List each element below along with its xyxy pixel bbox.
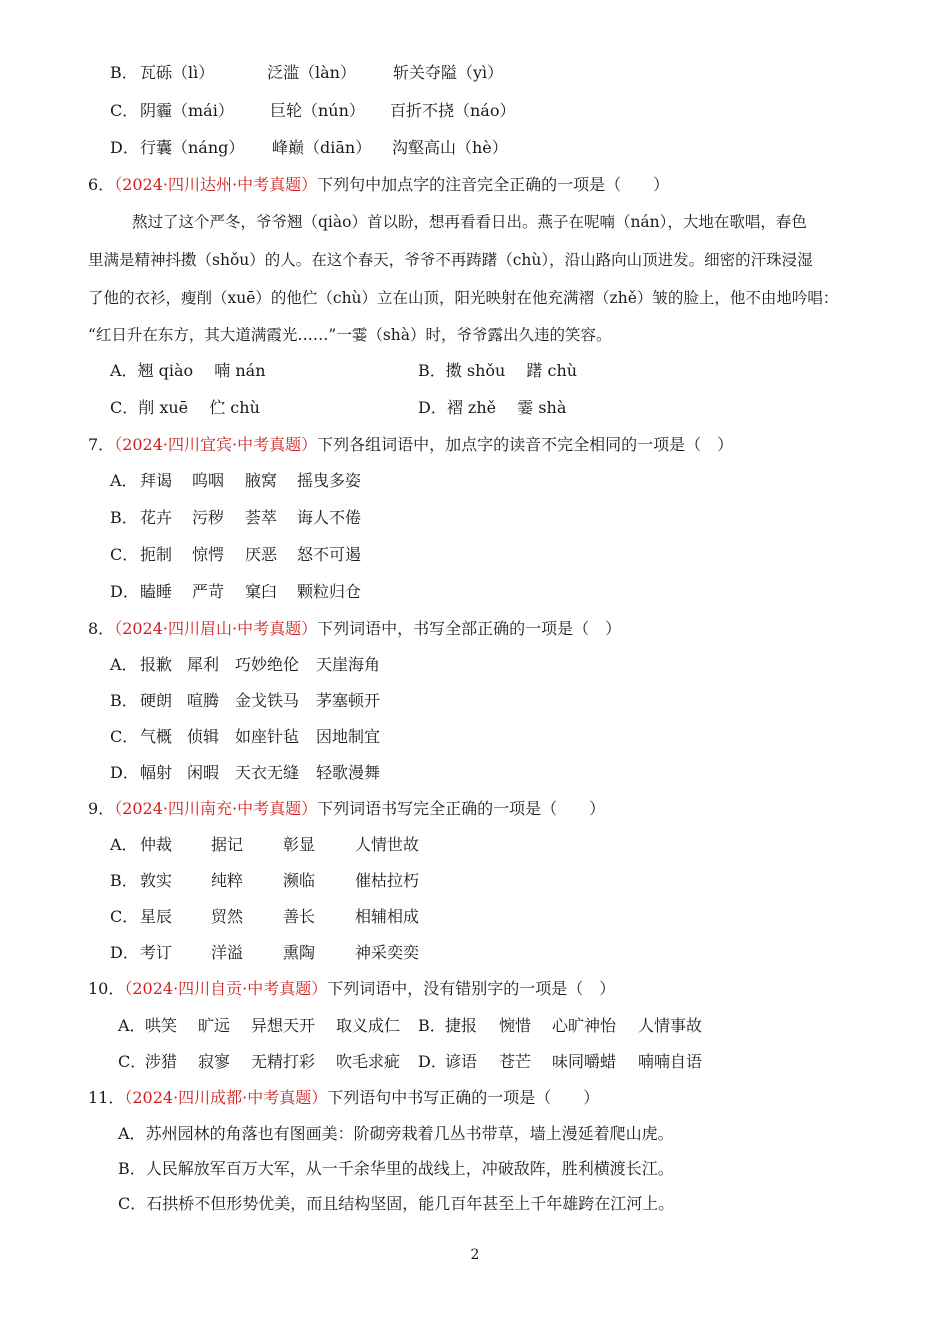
text-segment: 6． — [88, 175, 115, 194]
q10-stem — [88, 979, 615, 999]
text-segment: 削 xuē 伫 chù — [138, 398, 260, 417]
text-segment: 取义成仁 — [336, 1016, 401, 1035]
text-segment: B． — [118, 1159, 146, 1178]
text-segment: 窠臼 — [245, 582, 278, 601]
text-segment: 巨轮（nún） — [270, 101, 365, 120]
text-segment: 7． — [88, 435, 115, 454]
q6-option-b — [418, 361, 577, 381]
text-segment: 喧腾 — [187, 691, 220, 710]
text-segment: 旷远 — [198, 1016, 231, 1035]
text-segment: A． — [110, 835, 138, 854]
text-segment: 如座针毡 — [235, 727, 300, 746]
text-segment: 仲裁 — [140, 835, 173, 854]
q8-source: （2024·四川眉山·中考真题） — [114, 619, 318, 638]
q9-source: （2024·四川南充·中考真题） — [114, 799, 318, 818]
text-segment: 扼制 — [140, 545, 173, 564]
text-segment: 吹毛求疵 — [336, 1052, 401, 1071]
text-segment: A． — [110, 471, 138, 490]
q6-stem — [88, 175, 669, 195]
q6-option-c — [110, 398, 260, 418]
text-segment: 花卉 — [140, 508, 173, 527]
text-segment: 寂寥 — [198, 1052, 231, 1071]
text-segment: C． — [110, 727, 139, 746]
text-segment: 严苛 — [192, 582, 225, 601]
text-segment: C． — [110, 398, 139, 417]
q7-option-a — [110, 471, 362, 491]
text-segment: 腋窝 — [245, 471, 278, 490]
text-segment: 擞 shǒu 躇 chù — [445, 361, 578, 380]
q6-source: （2024·四川达州·中考真题） — [114, 175, 318, 194]
text-segment: 厌恶 — [245, 545, 278, 564]
text-segment: A． — [118, 1124, 146, 1143]
text-segment: D． — [110, 763, 139, 782]
text-segment: 诲人不倦 — [297, 508, 362, 527]
text-segment: 阴霾（mái） — [140, 101, 234, 120]
text-segment: D． — [418, 1052, 447, 1071]
text-segment: 喃喃自语 — [638, 1052, 703, 1071]
q7-stem — [88, 435, 733, 455]
text-segment: B． — [418, 361, 446, 380]
text-segment: 纯粹 — [211, 871, 244, 890]
q6-passage-line: 了他的衣衫，瘦削（xuē）的他伫（chù）立在山顶，阳光映射在他充满褶（zhě）皱的脸上，他不由地吟唱： — [88, 289, 839, 307]
text-segment: 无精打彩 — [251, 1052, 316, 1071]
text-segment: 下列各组词语中，加点字的读音不完全相同的一项是（ ） — [317, 435, 734, 454]
text-segment: 苍芒 — [499, 1052, 532, 1071]
text-segment: 星辰 — [140, 907, 173, 926]
q11-option-a — [118, 1124, 674, 1144]
q9-option-b — [110, 871, 420, 891]
text-segment: C． — [110, 101, 139, 120]
text-segment: 敦实 — [140, 871, 173, 890]
text-segment: 斩关夺隘（yì） — [393, 63, 504, 82]
text-segment: D． — [110, 943, 139, 962]
text-segment: 茅塞顿开 — [316, 691, 381, 710]
text-segment: 捷报 — [445, 1016, 478, 1035]
q9-option-c — [110, 907, 420, 927]
text-segment: 幅射 — [140, 763, 173, 782]
text-segment: 10． — [88, 979, 125, 998]
text-segment: 石拱桥不但形势优美，而且结构坚固，能几百年甚至上千年雄跨在江河上。 — [146, 1194, 675, 1213]
q11-source: （2024·四川成都·中考真题） — [124, 1088, 328, 1107]
text-segment: 心旷神怡 — [552, 1016, 617, 1035]
text-segment: D． — [418, 398, 447, 417]
text-segment: 人民解放军百万大军，从一千余华里的战线上，冲破敌阵，胜利横渡长江。 — [145, 1159, 674, 1178]
text-segment: D． — [110, 138, 139, 157]
page-number: 2 — [470, 1247, 480, 1263]
text-segment: 褶 zhě 霎 shà — [446, 398, 567, 417]
text-segment: 侦辑 — [187, 727, 220, 746]
q9-option-d — [110, 943, 420, 963]
text-segment: 味同嚼蜡 — [552, 1052, 617, 1071]
text-segment: 神采奕奕 — [355, 943, 420, 962]
q8-option-a — [110, 655, 381, 675]
text-segment: 硬朗 — [140, 691, 173, 710]
text-segment: 11． — [88, 1088, 125, 1107]
text-segment: 翘 qiào 喃 nán — [137, 361, 266, 380]
text-segment: 百折不挠（náo） — [390, 101, 516, 120]
text-segment: 气概 — [140, 727, 173, 746]
text-segment: 天衣无缝 — [235, 763, 300, 782]
text-segment: C． — [110, 907, 139, 926]
text-segment: 因地制宜 — [316, 727, 381, 746]
text-segment: 据记 — [211, 835, 244, 854]
text-segment: 异想天开 — [251, 1016, 316, 1035]
text-segment: B． — [110, 63, 138, 82]
text-segment: 涉猎 — [145, 1052, 178, 1071]
text-segment: A． — [118, 1016, 146, 1035]
q6-passage-line: 里满是精神抖擞（shǒu）的人。在这个春天，爷爷不再踌躇（chù），沿山路向山顶进发。细密的汗珠浸湿 — [88, 251, 813, 269]
q10-option-a — [118, 1016, 401, 1036]
text-segment: 颗粒归仓 — [297, 582, 362, 601]
text-segment: 闲暇 — [187, 763, 220, 782]
text-segment: 怒不可遏 — [297, 545, 362, 564]
text-segment: 熏陶 — [283, 943, 316, 962]
text-segment: C． — [118, 1052, 147, 1071]
text-segment: 善长 — [283, 907, 316, 926]
text-segment: 贸然 — [211, 907, 244, 926]
text-segment: 污秽 — [192, 508, 225, 527]
q6-option-a — [110, 361, 266, 381]
q7-option-c — [110, 545, 362, 565]
text-segment: 轻歌漫舞 — [316, 763, 381, 782]
text-segment: 下列词语书写完全正确的一项是（ ） — [317, 799, 606, 818]
text-segment: 人情事故 — [638, 1016, 703, 1035]
text-segment: 催枯拉朽 — [355, 871, 420, 890]
text-segment: 泛滥（làn） — [267, 63, 356, 82]
text-segment: 彰显 — [283, 835, 316, 854]
q10-option-d — [418, 1052, 703, 1072]
text-segment: 下列语句中书写正确的一项是（ ） — [327, 1088, 600, 1107]
text-segment: 荟萃 — [245, 508, 278, 527]
text-segment: 天崖海角 — [316, 655, 381, 674]
text-segment: 相辅相成 — [355, 907, 420, 926]
q7-option-d — [110, 582, 362, 602]
text-segment: 摇曳多姿 — [297, 471, 362, 490]
q5-option-d — [110, 138, 508, 158]
text-segment: 8． — [88, 619, 115, 638]
text-segment: 濒临 — [283, 871, 316, 890]
text-segment: A． — [110, 655, 138, 674]
text-segment: 峰巅（diān） — [272, 138, 372, 157]
text-segment: 惋惜 — [499, 1016, 532, 1035]
q10-option-b — [418, 1016, 703, 1036]
text-segment: 下列句中加点字的注音完全正确的一项是（ ） — [317, 175, 670, 194]
text-segment: 瓦砾（lì） — [140, 63, 215, 82]
text-segment: 瞌睡 — [140, 582, 173, 601]
q11-stem — [88, 1088, 599, 1108]
q5-option-c — [110, 101, 516, 121]
q6-passage-line: “红日升在东方，其大道满霞光……”一霎（shà）时，爷爷露出久违的笑容。 — [88, 326, 612, 344]
text-segment: 呜咽 — [192, 471, 225, 490]
text-segment: 洋溢 — [211, 943, 244, 962]
text-segment: 人情世故 — [355, 835, 420, 854]
text-segment: 谚语 — [445, 1052, 478, 1071]
text-segment: 沟壑高山（hè） — [392, 138, 508, 157]
text-segment: 哄笑 — [145, 1016, 178, 1035]
text-segment: C． — [118, 1194, 147, 1213]
q6-option-d — [418, 398, 566, 418]
text-segment: B． — [110, 508, 138, 527]
q6-passage-line: 熬过了这个严冬，爷爷翘（qiào）首以盼，想再看看日出。燕子在呢喃（nán），大地在歌唱，春色 — [132, 213, 807, 231]
text-segment: 报歉 — [140, 655, 173, 674]
q8-option-d — [110, 763, 381, 783]
text-segment: 巧妙绝伦 — [235, 655, 300, 674]
q10-source: （2024·四川自贡·中考真题） — [124, 979, 328, 998]
text-segment: 考订 — [140, 943, 173, 962]
text-segment: A． — [110, 361, 138, 380]
text-segment: 金戈铁马 — [235, 691, 300, 710]
q7-option-b — [110, 508, 362, 528]
q7-source: （2024·四川宜宾·中考真题） — [114, 435, 318, 454]
text-segment: 9． — [88, 799, 115, 818]
text-segment: 苏州园林的角落也有图画美：阶砌旁栽着几丛书带草，墙上漫延着爬山虎。 — [145, 1124, 674, 1143]
q11-option-c — [118, 1194, 674, 1214]
q11-option-b — [118, 1159, 674, 1179]
q9-option-a — [110, 835, 420, 855]
text-segment: 惊愕 — [192, 545, 225, 564]
q8-option-c — [110, 727, 381, 747]
text-segment: D． — [110, 582, 139, 601]
text-segment: 下列词语中，书写全部正确的一项是（ ） — [317, 619, 622, 638]
text-segment: 拜谒 — [140, 471, 173, 490]
text-segment: C． — [110, 545, 139, 564]
q9-stem — [88, 799, 605, 819]
text-segment: B． — [418, 1016, 446, 1035]
text-segment: 行囊（náng） — [140, 138, 245, 157]
q10-option-c — [118, 1052, 401, 1072]
q8-option-b — [110, 691, 381, 711]
q8-stem — [88, 619, 621, 639]
text-segment: 下列词语中，没有错别字的一项是（ ） — [327, 979, 616, 998]
text-segment: 犀利 — [187, 655, 220, 674]
q5-option-b — [110, 63, 504, 83]
text-segment: B． — [110, 691, 138, 710]
text-segment: B． — [110, 871, 138, 890]
